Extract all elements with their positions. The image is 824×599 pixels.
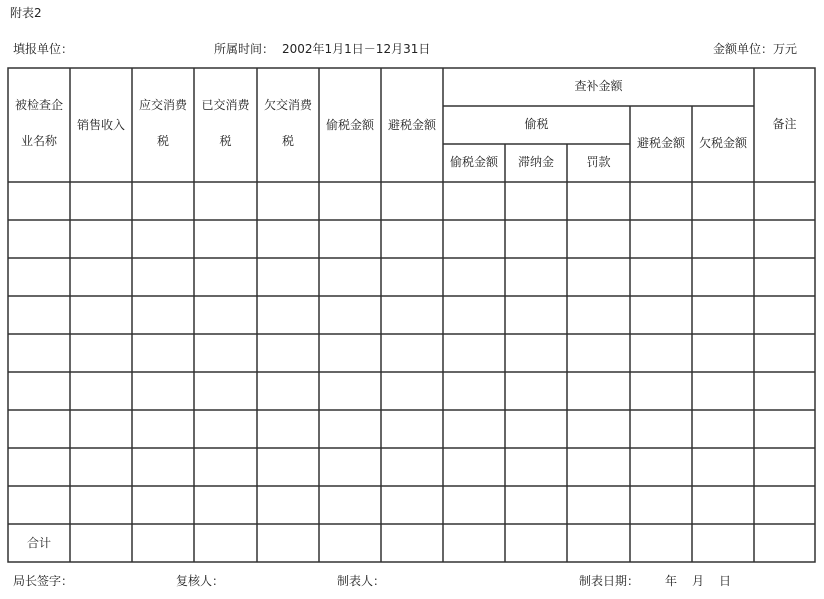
- header-company-line1: 被检查企: [14, 98, 63, 112]
- total-label: 合计: [26, 536, 51, 550]
- date-month: 月: [692, 574, 705, 588]
- reviewer-label: 复核人：: [176, 574, 225, 588]
- header-tax-paid: [194, 87, 257, 159]
- header-tax-owed: [257, 87, 319, 159]
- header-tax-owed-line1: 欠交消费: [263, 98, 312, 112]
- header-evasion-amount: 偷税金额: [325, 118, 374, 132]
- preparer-label: 制表人：: [337, 574, 386, 588]
- director-signature-label: 局长签字：: [13, 574, 74, 588]
- header-supplement-group: 查补金额: [574, 79, 623, 93]
- header-tax-due: [132, 87, 194, 159]
- date-day: 日: [719, 574, 732, 588]
- reporting-unit-label: 填报单位：: [13, 42, 74, 56]
- header-evasion-group: 偷税: [524, 117, 549, 131]
- prepare-date-label: 制表日期：: [579, 574, 640, 588]
- header-company-line2: 业名称: [20, 134, 57, 148]
- period-label: 所属时间：: [214, 42, 275, 56]
- date-year: 年: [665, 574, 678, 588]
- header-avoidance-amount: 避税金额: [387, 118, 436, 132]
- header-tax-owed-line2: 税: [281, 134, 294, 148]
- header-sub-evasion-amount: 偷税金额: [449, 155, 498, 169]
- header-tax-paid-line1: 已交消费: [201, 98, 250, 112]
- header-sub-avoidance-amount: 避税金额: [636, 136, 685, 150]
- header-sub-penalty: 罚款: [586, 155, 611, 169]
- header-tax-paid-line2: 税: [219, 134, 232, 148]
- amount-unit-label: 金额单位：万元: [713, 42, 798, 56]
- header-sub-owed-amount: 欠税金额: [698, 136, 747, 150]
- header-company: [8, 87, 70, 159]
- header-sub-late-fee: 滞纳金: [517, 155, 554, 169]
- header-tax-due-line1: 应交消费: [138, 98, 187, 112]
- attachment-label: 附表2: [10, 6, 42, 20]
- period-value: 2002年1月1日－12月31日: [282, 42, 431, 56]
- header-sales-income: 销售收入: [76, 118, 125, 132]
- header-tax-due-line2: 税: [156, 134, 169, 148]
- header-remarks: 备注: [772, 117, 797, 131]
